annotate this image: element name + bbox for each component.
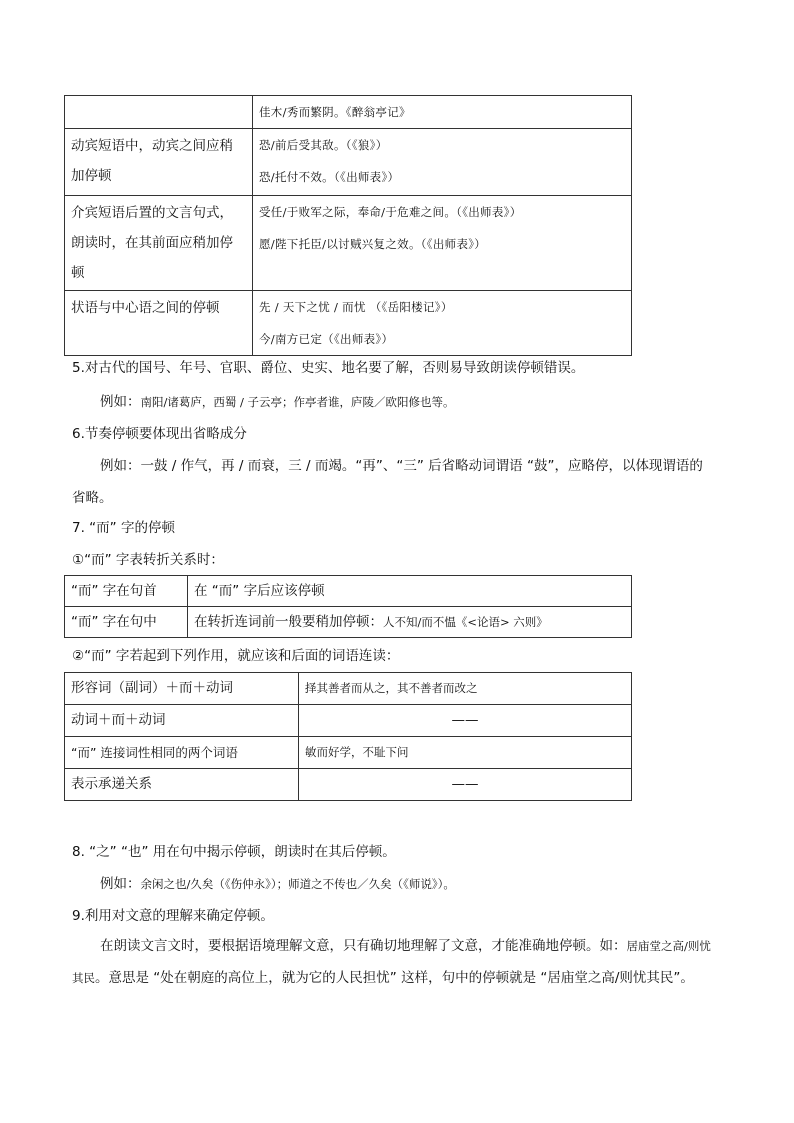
item-5-example	[100, 392, 760, 412]
rule-label: 动宾短语中，动宾之间应稍加停顿	[65, 129, 253, 196]
item-8-example	[100, 874, 760, 894]
usage-label: 动词＋而＋动词	[65, 705, 299, 737]
example-text: 南阳/诸葛庐，西蜀 / 子云亭；作亭者谁，庐陵／欧阳修也等。	[140, 395, 455, 409]
er-linking-table	[64, 672, 632, 801]
rule-label	[65, 96, 253, 129]
item-6-example: 例如：一鼓 / 作气，再 / 而衰，三 / 而竭。“再”、“三” 后省略动词谓语 “鼓”，应略停，以体现谓语的省略。	[72, 458, 703, 506]
usage-label: 表示承递关系	[65, 769, 299, 801]
example-line: 受任/于败军之际，奉命/于危难之间。（《出师表》）	[259, 205, 522, 219]
example-line: 愿/陛下托臣/以讨贼兴复之效。（《出师表》）	[259, 237, 487, 251]
example-line: 先 / 天下之忧 / 而忧 （《岳阳楼记》）	[259, 300, 453, 314]
table-row	[65, 196, 632, 291]
example-text: 余闲之也/久矣（《伤仲永》）；师道之不传也／久矣（《师说》）。	[140, 877, 455, 891]
er-transition-table	[64, 575, 632, 638]
rule-label: 介宾短语后置的文言句式，朗读时，在其前面应稍加停顿	[65, 196, 253, 291]
item-8-heading: 8. “之” “也” 用在句中揭示停顿，朗读时在其后停顿。	[72, 844, 396, 860]
pause-rule: 在 “而” 字后应该停顿	[188, 576, 632, 607]
rule-examples	[253, 96, 632, 129]
usage-label: “而” 连接词性相同的两个词语	[65, 737, 299, 769]
item-9-paragraph: 在朗读文言文时，要根据语境理解文意，只有确切地理解了文意，才能准确地停顿。如：居庙堂之高/则忧其民。意思是 “处在朝庭的高位上，就为它的人民担忧” 这样，句中的停顿就是 “居庙堂之高/则忧其民”。	[72, 938, 711, 986]
example-text: 居庙堂之高/则忧其民	[72, 939, 711, 985]
rule-examples	[253, 291, 632, 356]
position-label: “而” 字在句首	[65, 576, 188, 607]
example-label: 例如：	[100, 394, 141, 410]
table-row	[65, 769, 632, 801]
example-line: 恐/托付不效。（《出师表》）	[259, 170, 400, 184]
table-row	[65, 291, 632, 356]
item-7-sub2: ②“而” 字若起到下列作用，就应该和后面的词语连读：	[72, 648, 400, 664]
example-line: 佳木/秀而繁阴。《醉翁亭记》	[259, 105, 411, 119]
table-row	[65, 576, 632, 607]
table-row	[65, 129, 632, 196]
item-7-sub1: ①“而” 字表转折关系时：	[72, 552, 224, 568]
pause-rule: 在转折连词前一般要稍加停顿：人不知/而不愠《<论语> 六则》	[188, 607, 632, 638]
rule-examples	[253, 129, 632, 196]
usage-example: 敏而好学，不耻下问	[299, 737, 632, 769]
example-line: 恐/前后受其敌。（《狼》）	[259, 138, 388, 152]
table-row	[65, 96, 632, 129]
table-row	[65, 705, 632, 737]
item-6-heading: 6.节奏停顿要体现出省略成分	[72, 426, 247, 442]
pause-rules-table	[64, 95, 632, 356]
example-label: 例如：	[100, 876, 141, 892]
table-row	[65, 737, 632, 769]
table-row	[65, 673, 632, 705]
table-row	[65, 607, 632, 638]
usage-example: 择其善者而从之，其不善者而改之	[299, 673, 632, 705]
position-label: “而” 字在句中	[65, 607, 188, 638]
rule-examples	[253, 196, 632, 291]
usage-example: ——	[299, 769, 632, 801]
item-9-heading: 9.利用对文意的理解来确定停顿。	[72, 908, 274, 924]
example-text: 人不知/而不愠《<论语> 六则》	[383, 615, 548, 629]
item-7-heading: 7. “而” 字的停顿	[72, 520, 175, 536]
item-5-heading: 5.对古代的国号、年号、官职、爵位、史实、地名要了解，否则易导致朗读停顿错误。	[72, 360, 585, 376]
example-line: 今/南方已定（《出师表》）	[259, 332, 394, 346]
rule-label: 状语与中心语之间的停顿	[65, 291, 253, 356]
usage-label: 形容词（副词）＋而＋动词	[65, 673, 299, 705]
usage-example: ——	[299, 705, 632, 737]
